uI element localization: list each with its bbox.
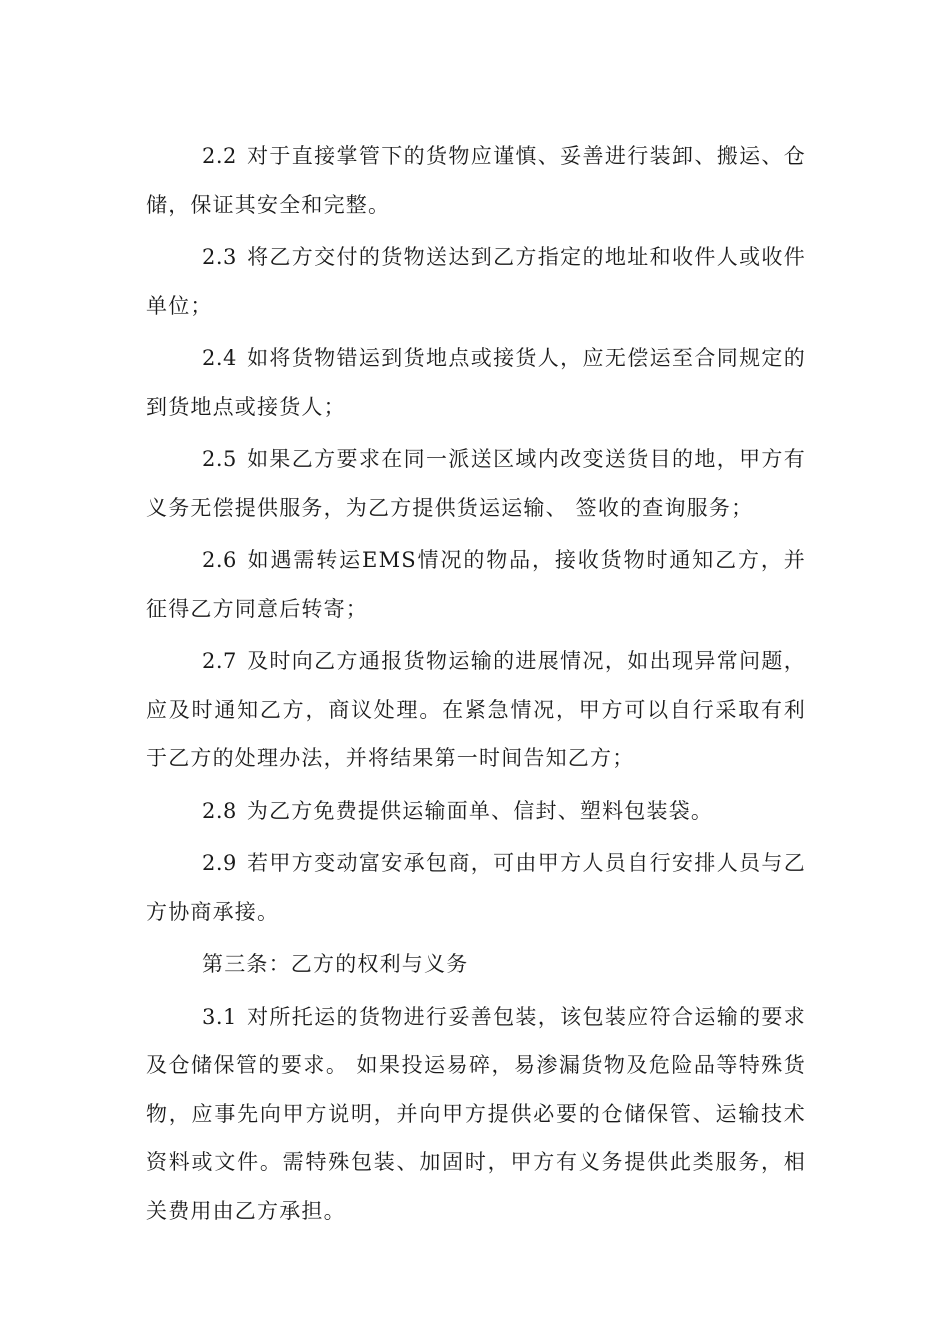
clause-2-6	[146, 536, 806, 633]
clause-number: 2.4	[202, 346, 237, 370]
clause-number: 2.2	[202, 144, 237, 168]
clause-text: 如将货物错运到货地点或接货人，应无偿运至合同规定的到货地点或接货人；	[146, 346, 806, 419]
section-heading: 第三条：乙方的权利与义务	[202, 952, 469, 976]
clause-number: 2.6	[202, 548, 237, 572]
clause-number: 2.9	[202, 851, 237, 875]
clause-2-5	[146, 435, 806, 532]
clause-2-7	[146, 637, 806, 783]
clause-number: 2.3	[202, 245, 237, 269]
clause-text: 对于直接掌管下的货物应谨慎、妥善进行装卸、搬运、仓储，保证其安全和完整。	[146, 144, 806, 217]
clause-text: 对所托运的货物进行妥善包装，该包装应符合运输的要求及仓储保管的要求。 如果投运易碎，易渗漏货物及危险品等特殊货物，应事先向甲方说明，并向甲方提供必要的仓储保管、运输技术资料或文件。需特殊包装、加固时，甲方有义务提供此类服务，相关费用由乙方承担。	[146, 1004, 806, 1223]
clause-text: 为乙方免费提供运输面单、信封、塑料包装袋。	[246, 798, 714, 823]
clause-text: 如遇需转运EMS情况的物品，接收货物时通知乙方，并征得乙方同意后转寄；	[146, 548, 806, 621]
clause-text: 如果乙方要求在同一派送区域内改变送货目的地，甲方有义务无偿提供服务，为乙方提供货运运输、 签收的查询服务；	[146, 447, 806, 520]
clause-number: 2.7	[202, 649, 237, 673]
clause-text: 将乙方交付的货物送达到乙方指定的地址和收件人或收件单位；	[146, 245, 806, 318]
clause-number: 2.8	[202, 798, 237, 823]
clause-2-8	[146, 787, 806, 836]
clause-text: 若甲方变动富安承包商，可由甲方人员自行安排人员与乙方协商承接。	[146, 851, 806, 924]
clause-3-1	[146, 993, 806, 1236]
clause-2-4	[146, 334, 806, 431]
clause-text: 及时向乙方通报货物运输的进展情况，如出现异常问题，应及时通知乙方，商议处理。在紧急情况，甲方可以自行采取有利于乙方的处理办法，并将结果第一时间告知乙方；	[146, 649, 806, 770]
document-body	[146, 132, 806, 1239]
clause-2-3	[146, 233, 806, 330]
clause-number: 2.5	[202, 447, 237, 471]
clause-2-2	[146, 132, 806, 229]
clause-2-9	[146, 839, 806, 936]
clause-number: 3.1	[202, 1004, 237, 1029]
